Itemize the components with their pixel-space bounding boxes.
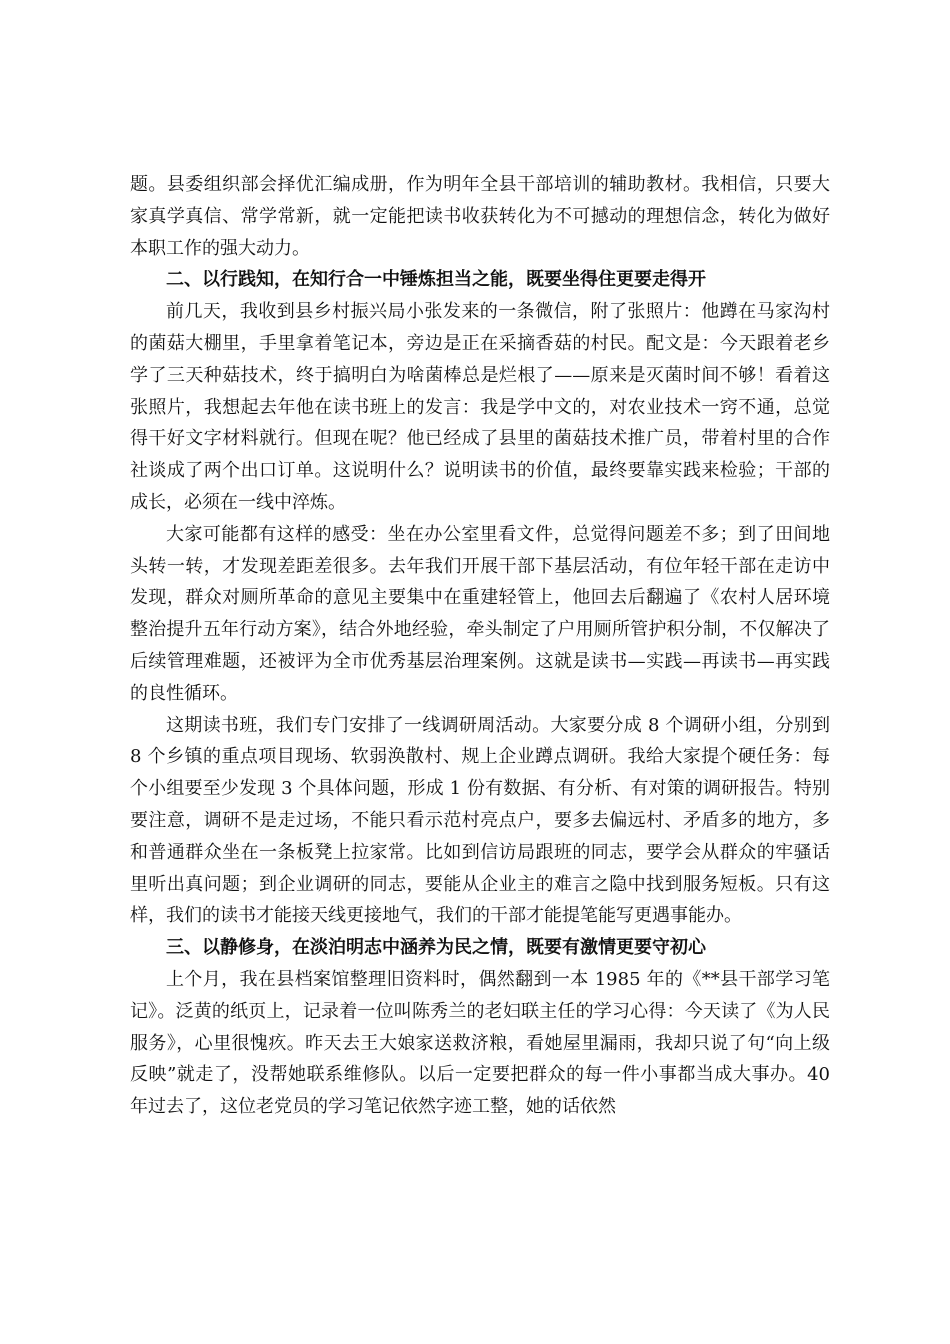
paragraph-grassroots-feeling: 大家可能都有这样的感受：坐在办公室里看文件，总觉得问题差不多；到了田间地头转一转，才发现差距差很多。去年我们开展干部下基层活动，有位年轻干部在走访中发现，群众对厕所革命的意见主要集中在重建轻管上，他回去后翻遍了《农村人居环境整治提升五年行动方案》，结合外地经验，牵头制定了户用厕所管护积分制，不仅解决了后续管理难题，还被评为全市优秀基层治理案例。这就是读书—实践—再读书—再实践的良性循环。	[130, 523, 830, 704]
paragraph-continuation: 题。县委组织部会择优汇编成册，作为明年全县干部培训的辅助教材。我相信，只要大家真学真信、常学常新，就一定能把读书收获转化为不可撼动的理想信念，转化为做好本职工作的强大动力。	[130, 174, 830, 259]
document-body	[130, 169, 830, 1123]
paragraph-research-week: 这期读书班，我们专门安排了一线调研周活动。大家要分成 8 个调研小组，分别到 8 个乡镇的重点项目现场、软弱涣散村、规上企业蹲点调研。我给大家提个硬任务：每个小组要至少发现 3 个具体问题，形成 1 份有数据、有分析、有对策的调研报告。特别要注意，调研不是走过场，不能只看示范村亮点户，要多去偏远村、矛盾多的地方，多和普通群众坐在一条板凳上拉家常。比如到信访局跟班的同志，要学会从群众的牢骚话里听出真问题；到企业调研的同志，要能从企业主的难言之隐中找到服务短板。只有这样，我们的读书才能接天线更接地气，我们的干部才能提笔能写更遇事能办。	[130, 714, 830, 927]
paragraph-archive-notes: 上个月，我在县档案馆整理旧资料时，偶然翻到一本 1985 年的《**县干部学习笔记》。泛黄的纸页上，记录着一位叫陈秀兰的老妇联主任的学习心得：今天读了《为人民服务》，心里很愧疚。昨天去王大娘家送救济粮，看她屋里漏雨，我却只说了句“向上级反映”就走了，没帮她联系维修队。以后一定要把群众的每一件小事都当成大事办。40 年过去了，这位老党员的学习笔记依然字迹工整，她的话依然	[130, 968, 830, 1118]
paragraph-wechat-story: 前几天，我收到县乡村振兴局小张发来的一条微信，附了张照片：他蹲在马家沟村的菌菇大棚里，手里拿着笔记本，旁边是正在采摘香菇的村民。配文是：今天跟着老乡学了三天种菇技术，终于搞明白为啥菌棒总是烂根了——原来是灭菌时间不够！看着这张照片，我想起去年他在读书班上的发言：我是学中文的，对农业技术一窍不通，总觉得干好文字材料就行。但现在呢？他已经成了县里的菌菇技术推广员，带着村里的合作社谈成了两个出口订单。这说明什么？说明读书的价值，最终要靠实践来检验；干部的成长，必须在一线中淬炼。	[130, 301, 830, 513]
section-heading-3: 三、以静修身，在淡泊明志中涵养为民之情，既要有激情更要守初心	[166, 937, 706, 959]
section-heading-2: 二、以行践知，在知行合一中锤炼担当之能，既要坐得住更要走得开	[166, 269, 706, 291]
